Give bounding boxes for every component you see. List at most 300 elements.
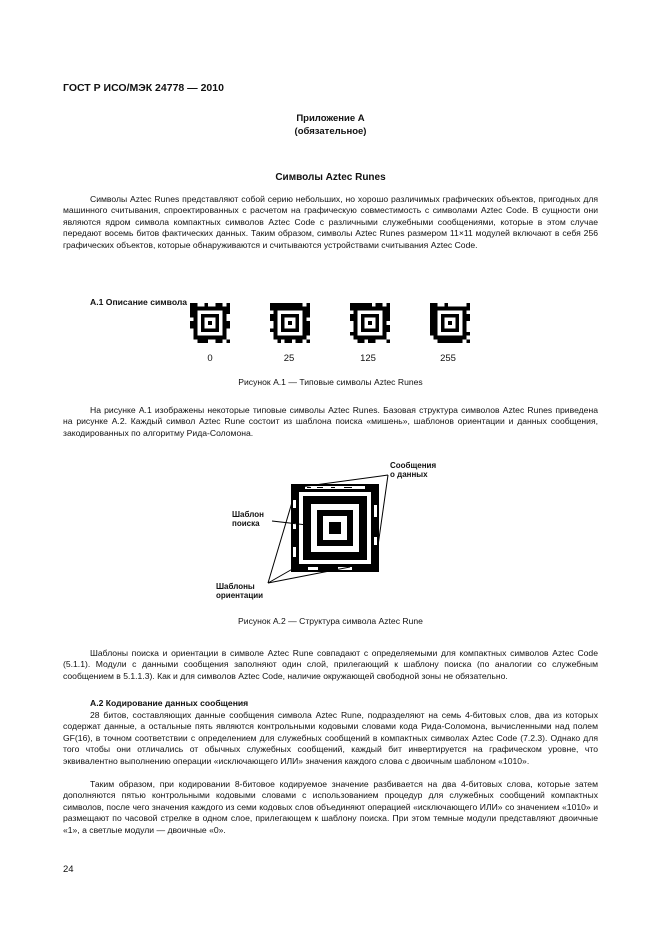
data-module [205,303,209,307]
figure-a2-caption: Рисунок А.2 — Структура символа Aztec Rune [238,616,423,626]
orientation-module [386,303,390,307]
finder-module [452,307,456,311]
finder-module [441,336,445,340]
patterns-paragraph [63,648,598,682]
data-module [288,339,292,343]
finder-module [194,321,198,325]
finder-module [215,321,219,325]
orientation-module [466,339,470,343]
finder-module [368,307,372,311]
a2-paragraph-2 [63,779,598,836]
finder-module [194,307,198,311]
finder-module [303,318,307,322]
data-module [219,303,223,307]
data-module [361,339,365,343]
finder-module [201,336,205,340]
finder-module [201,318,205,322]
finder-module [452,328,456,332]
rune-25-symbol [270,303,310,343]
orientation-module [226,303,230,307]
finder-module [441,325,445,329]
data-module [270,314,274,318]
finder-module [205,307,209,311]
finder-module [281,307,285,311]
finder-module [223,310,227,314]
finder-module [361,325,365,329]
data-module [277,339,281,343]
finder-module [455,307,459,311]
finder-module [361,336,365,340]
finder-module [295,307,299,311]
orientation-module [386,339,390,343]
a2-heading: А.2 Кодирование данных сообщения [90,698,249,708]
data-module [190,314,194,318]
finder-module [375,321,379,325]
finder-module [288,314,292,318]
orientation-module [430,303,434,307]
finder-module [201,328,205,332]
finder-module [215,328,219,332]
finder-module [375,314,379,318]
finder-module [201,325,205,329]
finder-module [455,321,459,325]
data-module [372,339,376,343]
label-orientation-patterns [216,582,263,600]
finder-module [361,328,365,332]
finder-module [219,336,223,340]
finder-module [197,336,201,340]
finder-module [383,314,387,318]
orientation-module [354,303,358,307]
finder-module [208,314,212,318]
orientation-module [194,303,198,307]
finder-module [303,321,307,325]
finder-module [223,328,227,332]
finder-module [295,321,299,325]
finder-module [223,318,227,322]
finder-module [354,307,358,311]
data-module [270,318,274,322]
figure-a2-intro-text: На рисунке А.1 изображены некоторые типовые символы Aztec Runes. Базовая структура символов Aztec Runes приведена на рисунке А.2. Каждый символ Aztec Rune состоит из шаблона поиска «мишень», шаблонов ориентации и данных сообщения, закодированных по алгоритму Рида-Соломона. [63,405,598,438]
data-module [455,339,459,343]
finder-module [463,332,467,336]
finder-module [303,310,307,314]
finder-module [375,307,379,311]
data-module [285,339,289,343]
data-module [448,339,452,343]
finder-module [194,325,198,329]
orientation-module [270,307,274,311]
finder-module [303,336,307,340]
data-module [306,328,310,332]
finder-module [194,314,198,318]
finder-module [383,328,387,332]
data-module [466,332,470,336]
data-module [430,328,434,332]
finder-module [368,336,372,340]
finder-module [448,328,452,332]
finder-module [455,328,459,332]
finder-module [445,328,449,332]
data-module [201,339,205,343]
finder-module [295,325,299,329]
data-module [386,325,390,329]
finder-module [194,318,198,322]
finder-module [274,332,278,336]
finder-module [194,328,198,332]
finder-module [299,307,303,311]
finder-module [372,328,376,332]
finder-module [434,321,438,325]
finder-module [383,310,387,314]
data-module [386,318,390,322]
data-module [215,303,219,307]
data-module [295,339,299,343]
finder-module [223,332,227,336]
data-module [306,314,310,318]
finder-module [292,328,296,332]
data-module [306,325,310,329]
finder-module [448,336,452,340]
data-module [361,303,365,307]
data-module [306,310,310,314]
finder-module [354,332,358,336]
finder-module [463,310,467,314]
data-module [430,321,434,325]
a2-text-1: 28 битов, составляющих данные сообщения символа Aztec Rune, подразделяют на семь 4-битовых слов, два из которых содержат данные, а остальные пять являются контрольными кодовыми словами кода Рида-Соломона, вычисленными над полем GF(16), в точном соответствии с определением для служебных сообщений в компактных символах Aztec Code (7.2.3). Однако для того чтобы они отличались от обычных служебных сообщений, каждый бит инвертируется на графическом уровне, что эквивалентно выполнению операции «исключающего ИЛИ» значения каждого слова с двоичным шаблоном «1010». [63,710,598,766]
finder-module [295,336,299,340]
finder-module [223,314,227,318]
finder-module [281,314,285,318]
finder-module [441,318,445,322]
finder-module [274,314,278,318]
finder-module [372,336,376,340]
finder-module [357,307,361,311]
finder-module [281,318,285,322]
finder-module [361,321,365,325]
finder-module [285,314,289,318]
data-module [285,303,289,307]
label-message-data-line1: Сообщения [390,461,437,470]
page-number: 24 [63,864,74,875]
a1-heading: А.1 Описание символа [90,297,188,307]
finder-module [434,336,438,340]
rune-0-symbol [190,303,230,343]
finder-module [434,314,438,318]
finder-module [215,307,219,311]
rune-label-25: 25 [283,353,295,364]
document-header: ГОСТ Р ИСО/МЭК 24778 — 2010 [63,82,224,94]
data-module [288,303,292,307]
finder-module [361,307,365,311]
finder-module [354,336,358,340]
finder-module [288,307,292,311]
finder-module [452,314,456,318]
finder-module [448,321,452,325]
data-module [281,303,285,307]
finder-module [375,325,379,329]
finder-module [368,328,372,332]
rune-label-0: 0 [207,353,213,364]
finder-module [212,314,216,318]
figure-a2-intro-paragraph [63,405,598,439]
data-module [466,318,470,322]
finder-module [455,314,459,318]
finder-module [383,321,387,325]
finder-module [448,307,452,311]
data-module [441,339,445,343]
finder-module [463,328,467,332]
appendix-title: Приложение А [296,113,365,124]
finder-module [368,321,372,325]
finder-module [274,325,278,329]
data-module [350,332,354,336]
finder-module [361,318,365,322]
finder-module [285,336,289,340]
data-module [365,303,369,307]
finder-module [463,336,467,340]
finder-module [288,336,292,340]
finder-module [383,336,387,340]
finder-module [277,336,281,340]
finder-module [277,307,281,311]
finder-module [354,328,358,332]
finder-module [223,307,227,311]
finder-module [303,314,307,318]
label-finder-pattern-line2: поиска [232,519,260,528]
finder-module [299,336,303,340]
data-module [375,303,379,307]
data-module [459,339,463,343]
orientation-module [306,303,310,307]
data-module [299,303,303,307]
finder-module [445,336,449,340]
finder-module [194,332,198,336]
data-module [226,321,230,325]
orientation-module [226,307,230,311]
finder-module [205,314,209,318]
finder-module [455,318,459,322]
data-module [430,332,434,336]
finder-module [379,307,383,311]
orientation-module [190,307,194,311]
intro-paragraph [63,194,598,251]
finder-module [208,328,212,332]
finder-module [375,328,379,332]
finder-module [201,314,205,318]
a2-text-2: Таким образом, при кодировании 8-битовое кодируемое значение разбивается на два 4-битовых слова, которые затем дополняются пятью контрольными кодовыми словами с использованием процедур для служебных сообщений компактных символов, после чего значения каждого из семи кодовых слов объединяют операцией «исключающего ИЛИ» со значением «1010» и размещают по часовой стрелке в одном слое, прилегающем к шаблону поиска. При этом темные модули представляют двоичные «1», а светлые модули — двоичные «0». [63,779,598,835]
data-module [437,339,441,343]
finder-module [212,307,216,311]
data-module [226,325,230,329]
finder-module [365,328,369,332]
data-module [430,318,434,322]
label-orientation-line1: Шаблоны [216,582,255,591]
finder-module [434,318,438,322]
finder-module [452,336,456,340]
finder-module [292,314,296,318]
data-module [270,328,274,332]
finder-module [459,336,463,340]
orientation-module [466,307,470,311]
finder-module [295,314,299,318]
finder-module [365,336,369,340]
finder-module [379,336,383,340]
data-module [379,303,383,307]
data-module [430,310,434,314]
data-module [357,303,361,307]
data-module [386,314,390,318]
orientation-module [274,303,278,307]
finder-module [459,307,463,311]
finder-module [303,328,307,332]
data-module [452,339,456,343]
finder-module [383,318,387,322]
finder-module [219,307,223,311]
data-module [350,314,354,318]
orientation-module [306,339,310,343]
finder-module [208,307,212,311]
finder-module [354,321,358,325]
orientation-module [386,307,390,311]
label-finder-pattern-line1: Шаблон [232,510,264,519]
finder-module [455,336,459,340]
finder-module [434,325,438,329]
finder-module [281,336,285,340]
finder-module [223,325,227,329]
finder-module [463,321,467,325]
finder-module [445,307,449,311]
finder-module [448,314,452,318]
data-module [190,310,194,314]
finder-module [357,336,361,340]
finder-module [281,325,285,329]
data-module [386,328,390,332]
finder-module [354,325,358,329]
data-module [226,310,230,314]
finder-module [285,328,289,332]
patterns-text: Шаблоны поиска и ориентации в символе Aztec Rune совпадают с определяемыми для компактных символов Aztec Code (5.1.1). Модули с данными сообщения заполняют один слой, прилегающий к шаблону поиска (по аналогии со служебным сообщением в 5.1.1.3). Как и для символов Aztec Code, наличие окружающей свободной зоны не обязательно. [63,648,598,681]
finder-module [455,325,459,329]
finder-module [215,325,219,329]
finder-module [208,336,212,340]
finder-module [368,314,372,318]
finder-module [434,328,438,332]
finder-module [434,307,438,311]
finder-module [303,325,307,329]
finder-module [281,321,285,325]
label-message-data [390,461,436,479]
intro-text: Символы Aztec Runes представляют собой серию небольших, но хорошо различимых графических объектов, пригодных для машинного считывания, спроектированных с расчетом на графическую совместимость с символами Aztec Code. В сущности они являются ядром символа компактных символов Aztec Code с различными служебными сообщениями, которые в этом случае передают восемь битов фактических данных. Таким образом, символы Aztec Runes размером 11×11 модулей включают в себя 256 графических объектов, которые обнаруживаются и считываются устройствами считывания Aztec Code. [63,194,598,250]
finder-module [303,307,307,311]
finder-module [463,307,467,311]
figure-a2 [200,455,460,605]
orientation-module [306,307,310,311]
finder-pattern-center [329,522,341,534]
finder-module [223,321,227,325]
finder-module [194,310,198,314]
finder-module [295,328,299,332]
data-module [357,339,361,343]
rune-255-wrap [428,303,528,343]
finder-module [215,336,219,340]
a2-paragraph-1 [63,710,598,767]
finder-module [281,328,285,332]
data-module [292,303,296,307]
finder-module [215,318,219,322]
finder-module [441,307,445,311]
finder-module [463,325,467,329]
data-module [295,303,299,307]
orientation-module [466,303,470,307]
finder-module [197,307,201,311]
rune-label-125: 125 [360,353,376,364]
finder-module [212,336,216,340]
data-module [299,339,303,343]
data-module [386,310,390,314]
orientation-module [270,303,274,307]
data-module [219,339,223,343]
label-orientation-line2: ориентации [216,591,264,600]
finder-module [223,336,227,340]
data-module [430,325,434,329]
orientation-module [350,307,354,311]
finder-module [292,307,296,311]
data-module [445,303,449,307]
figure-a1-caption: Рисунок А.1 — Типовые символы Aztec Runes [238,377,423,387]
rune-125-symbol [350,303,390,343]
finder-module [437,307,441,311]
finder-module [274,336,278,340]
finder-module [375,336,379,340]
finder-module [212,328,216,332]
finder-module [194,336,198,340]
finder-module [354,318,358,322]
data-module [430,314,434,318]
finder-module [288,321,292,325]
orientation-module [434,303,438,307]
orientation-module [226,339,230,343]
finder-module [434,332,438,336]
finder-module [434,310,438,314]
finder-module [463,318,467,322]
finder-module [354,310,358,314]
finder-module [441,328,445,332]
finder-module [463,314,467,318]
finder-module [441,314,445,318]
finder-module [215,314,219,318]
data-module [205,339,209,343]
label-message-data-line2: о данных [390,470,428,479]
finder-module [354,314,358,318]
orientation-module [350,303,354,307]
finder-module [292,336,296,340]
finder-module [445,314,449,318]
finder-module [205,336,209,340]
data-module [306,332,310,336]
finder-module [383,332,387,336]
data-module [277,303,281,307]
finder-module [285,307,289,311]
finder-module [372,307,376,311]
label-finder-pattern [232,510,264,528]
data-module [197,339,201,343]
finder-module [437,336,441,340]
data-module [215,339,219,343]
finder-module [274,328,278,332]
rune-label-255: 255 [440,353,456,364]
finder-module [303,332,307,336]
